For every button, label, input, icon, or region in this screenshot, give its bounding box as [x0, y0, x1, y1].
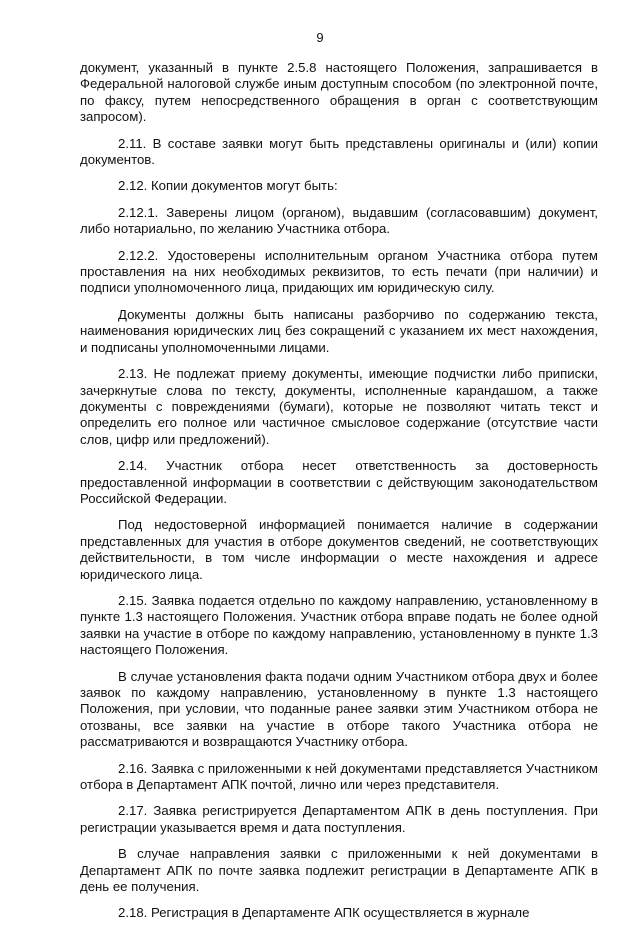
paragraph-2-12-1: 2.12.1. Заверены лицом (органом), выдавшим (согласовавшим) документ, либо нотариально, по желанию Участника отбора. [80, 204, 598, 237]
paragraph-false-information: Под недостоверной информацией понимается наличие в содержании представленных для участия в отборе документов сведений, не соответствующих действительности, в том числе информации о месте нахождения и адресе юридического лица. [80, 517, 598, 582]
paragraph-2-12: 2.12. Копии документов могут быть: [118, 178, 338, 194]
paragraph-2-15: 2.15. Заявка подается отдельно по каждому направлению, установленному в пункте 1.3 настоящего Положения. Участник отбора вправе подать не более одной заявки на участие в отборе по каждому направлению, установленному в пункте 1.3 настоящего Положения. [80, 592, 598, 658]
paragraph-2-13: 2.13. Не подлежат приему документы, имеющие подчистки либо приписки, зачеркнутые слова по тексту, документы, исполненные карандашом, а также документы с повреждениями (бумаги), которые не позволяют читать текст и определить его полное или частичное смысловое содержание (отсутствие части слов, цифр или предложений). [80, 366, 598, 447]
page-number: 9 [316, 30, 324, 45]
paragraph-2-16: 2.16. Заявка с приложенными к ней документами представляется Участником отбора в Департамент АПК почтой, лично или через представителя. [80, 760, 598, 793]
paragraph-continuation: документ, указанный в пункте 2.5.8 настоящего Положения, запрашивается в Федеральной налоговой службе иным доступным способом (по электронной почте, по факсу, путем непосредственного обращения в орган с соответствующим запросом). [80, 60, 598, 125]
paragraph-2-11: 2.11. В составе заявки могут быть представлены оригиналы и (или) копии документов. [80, 135, 598, 168]
paragraph-documents-legibility: Документы должны быть написаны разборчиво по содержанию текста, наименования юридических лиц без сокращений с указанием их мест нахождения, и подписаны уполномоченными лицами. [80, 306, 598, 355]
paragraph-2-18: 2.18. Регистрация в Департаменте АПК осуществляется в журнале [118, 905, 530, 921]
document-body [80, 60, 598, 932]
paragraph-2-17: 2.17. Заявка регистрируется Департаментом АПК в день поступления. При регистрации указывается время и дата поступления. [80, 803, 598, 835]
paragraph-postal-registration: В случае направления заявки с приложенными к ней документами в Департамент АПК по почте заявка подлежит регистрации в Департаменте АПК в день ее получения. [80, 846, 598, 895]
paragraph-multiple-applications: В случае установления факта подачи одним Участником отбора двух и более заявок по каждому направлению, установленному в пункте 1.3 настоящего Положения, при условии, что поданные ранее заявки этим Участником отбора не отозваны, все заявки на участие в отборе такого Участника отбора не рассматриваются и возвращаются Участнику отбора. [80, 668, 598, 750]
paragraph-2-12-2: 2.12.2. Удостоверены исполнительным органом Участника отбора путем проставления на них необходимых реквизитов, то есть печати (при наличии) и подписи уполномоченного лица, придающих им юридическую силу. [80, 247, 598, 296]
paragraph-2-14: 2.14. Участник отбора несет ответственность за достоверность предоставленной информации в соответствии с действующим законодательством Российской Федерации. [80, 458, 598, 506]
